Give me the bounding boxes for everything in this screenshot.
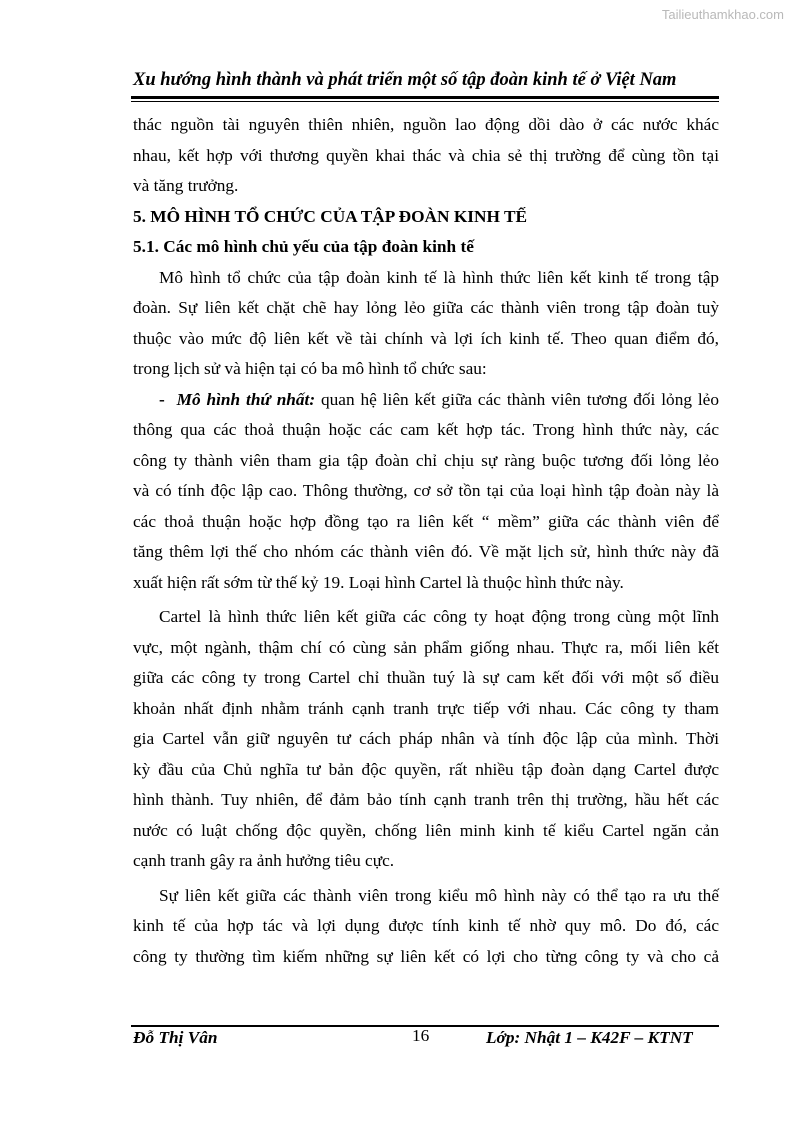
paragraph-line: khoản nhất định nhằm tránh cạnh tranh trực tiếp với nhau. Các công ty tham (133, 698, 719, 718)
header-rule-thin (131, 101, 719, 102)
paragraph-line: và có tính độc lập cao. Thông thường, cơ sở tồn tại của loại hình tập đoàn này là (133, 481, 719, 500)
paragraph-line: kinh tế của hợp tác và lợi dụng được tính kinh tế nhờ quy mô. Do đó, các (133, 916, 719, 935)
footer-author: Đỗ Thị Vân (133, 1028, 218, 1047)
intro-line: và tăng trưởng. (133, 176, 239, 195)
header-rule-thick (131, 96, 719, 99)
paragraph-line: gia Cartel vẫn giữ nguyên tư cách pháp nhân và tính độc lập của mình. Thời (133, 729, 719, 748)
model-one-first-line-text: quan hệ liên kết giữa các thành viên tương đối lỏng lẻo (315, 389, 719, 409)
paragraph-line: nước có luật chống độc quyền, chống liên minh kinh tế kiểu Cartel ngăn cản (133, 820, 719, 840)
paragraph-cartel (133, 602, 719, 877)
paragraph-line: Mô hình tổ chức của tập đoàn kinh tế là hình thức liên kết kinh tế trong tập (159, 267, 719, 287)
paragraph-line: đoàn. Sự liên kết chặt chẽ hay lỏng lẻo giữa các thành viên trong tập đoàn tuỳ (133, 298, 719, 317)
subsection-heading: 5.1. Các mô hình chủ yếu của tập đoàn kinh tế (133, 237, 474, 256)
section-heading: 5. MÔ HÌNH TỔ CHỨC CỦA TẬP ĐOÀN KINH TẾ (133, 206, 527, 226)
paragraph-advantages (133, 881, 719, 973)
model-one-first-line (133, 385, 719, 416)
paragraph-line: giữa các công ty trong Cartel chỉ thuần tuý là sự cam kết đối với một số điều (133, 668, 719, 687)
paragraph-line: các thoả thuận hoặc hợp đồng tạo ra liên kết “ mềm” giữa các thành viên để (133, 511, 719, 531)
paragraph-line: thuộc vào mức độ liên kết về tài chính và lợi ích kinh tế. Theo quan điểm đó, (133, 328, 719, 348)
paragraph-models-intro (133, 263, 719, 385)
paragraph-model-one (133, 385, 719, 599)
list-dash: - (159, 389, 165, 409)
paragraph-line: Cartel là hình thức liên kết giữa các công ty hoạt động trong cùng một lĩnh (159, 607, 719, 626)
paragraph-line: kỳ đầu của Chủ nghĩa tư bản độc quyền, rất nhiều tập đoàn dạng Cartel được (133, 759, 719, 779)
paragraph-line: Sự liên kết giữa các thành viên trong kiểu mô hình này có thể tạo ra ưu thế (159, 885, 719, 905)
intro-line: thác nguồn tài nguyên thiên nhiên, nguồn lao động dồi dào ở các nước khác (133, 115, 719, 134)
intro-paragraph (133, 110, 719, 202)
paragraph-line: hình thành. Tuy nhiên, để đảm bảo tính cạnh tranh trên thị trường, hầu hết các (133, 790, 719, 809)
running-header-title: Xu hướng hình thành và phát triển một số tập đoàn kinh tế ở Việt Nam (133, 70, 677, 90)
paragraph-line: công ty thành viên tham gia tập đoàn chỉ chịu sự ràng buộc tương đối lỏng lẻo (133, 450, 719, 470)
paragraph-line: thông qua các thoả thuận hoặc các cam kết hợp tác. Trong hình thức này, các (133, 420, 719, 439)
paragraph-line: trong lịch sử và hiện tại có ba mô hình tổ chức sau: (133, 359, 487, 378)
watermark-text: Tailieuthamkhao.com (661, 7, 784, 22)
paragraph-line: công ty thường tìm kiếm những sự liên kết có lợi cho từng công ty và cho cả (133, 946, 719, 966)
page-number: 16 (412, 1026, 430, 1045)
paragraph-line: xuất hiện rất sớm từ thế kỷ 19. Loại hình Cartel là thuộc hình thức này. (133, 572, 624, 592)
page-body (133, 110, 719, 972)
paragraph-line: tăng thêm lợi thế cho nhóm các thành viên đó. Về mặt lịch sử, hình thức này đã (133, 542, 719, 561)
paragraph-line: vực, một ngành, thậm chí có cùng sản phẩm giống nhau. Thực ra, mối liên kết (133, 637, 719, 657)
intro-line: nhau, kết hợp với thương quyền khai thác và chia sẻ thị trường để cùng tồn tại (133, 145, 719, 165)
model-one-label: Mô hình thứ nhất: (176, 389, 316, 409)
footer-class-info: Lớp: Nhật 1 – K42F – KTNT (486, 1028, 693, 1047)
paragraph-line: cạnh tranh gây ra ảnh hưởng tiêu cực. (133, 851, 395, 870)
